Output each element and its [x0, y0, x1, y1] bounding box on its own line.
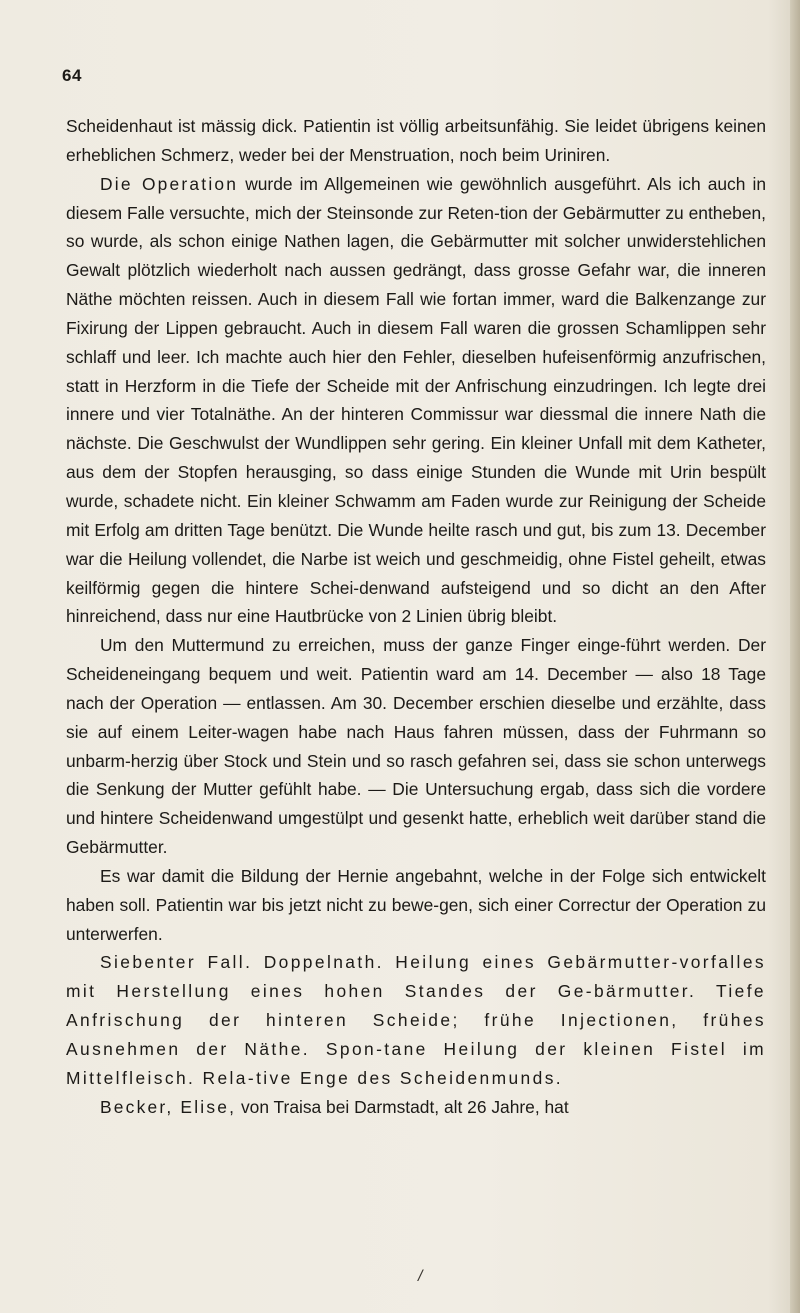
paragraph-4	[66, 862, 766, 949]
paragraph-6	[66, 1093, 766, 1122]
patient-name: Becker, Elise,	[100, 1096, 237, 1117]
body-text	[66, 112, 766, 1122]
case-heading-text: Siebenter Fall. Doppelnath. Heilung eines Gebärmutter-vorfalles mit Herstellung eines hohen Standes der Ge-bärmutter. Tiefe Anfrischung der hinteren Scheide; frühe Injectionen, frühes Ausnehmen der Näthe. Spon-tane Heilung der kleinen Fistel im Mittelfleisch. Rela-tive Enge des Scheidenmunds.	[66, 952, 766, 1088]
paragraph-6-text: von Traisa bei Darmstadt, alt 26 Jahre, hat	[236, 1096, 569, 1117]
paragraph-4-text: Es war damit die Bildung der Hernie angebahnt, welche in der Folge sich entwickelt haben soll. Patientin war bis jetzt nicht zu bewe-gen, sich einer Correctur der Operation zu unterwerfen.	[66, 865, 766, 944]
page-number: 64	[62, 66, 82, 85]
paragraph-1	[66, 112, 766, 170]
stray-mark: /	[418, 1268, 423, 1285]
page-edge	[790, 0, 800, 1313]
case-heading	[66, 948, 766, 1092]
paragraph-1-text: Scheidenhaut ist mässig dick. Patientin ist völlig arbeitsunfähig. Sie leidet übrigens keinen erheblichen Schmerz, weder bei der Menstruation, noch beim Uriniren.	[66, 116, 766, 165]
paragraph-2-text: wurde im Allgemeinen wie gewöhnlich ausgeführt. Als ich auch in diesem Falle versuchte, mich der Steinsonde zur Reten-tion der Gebärmutter zu entheben, so wurde, als schon einige Nathen lagen, die Gebärmutter mit solcher unwiderstehlichen Gewalt plötzlich wiederholt nach aussen gedrängt, dass grosse Gefahr war, die inneren Näthe möchten reissen. Auch in diesem Fall wie fortan immer, ward die Balkenzange zur Fixirung der Lippen gebraucht. Auch in diesem Fall waren die grossen Schamlippen sehr schlaff und leer. Ich machte auch hier den Fehler, dieselben hufeisenförmig anzufrischen, statt in Herzform in die Tiefe der Scheide mit der Anfrischung einzudringen. Ich legte drei innere und vier Totalnäthe. An der hinteren Commissur war diessmal die innere Nath die nächste. Die Geschwulst der Wundlippen sehr gering. Ein kleiner Unfall mit dem Katheter, aus dem der Stopfen herausging, so dass einige Stunden die Wunde mit Urin bespült wurde, schadete nicht. Ein kleiner Schwamm am Faden wurde zur Reinigung der Scheide mit Erfolg am dritten Tage benützt. Die Wunde heilte rasch und gut, bis zum 13. December war die Heilung vollendet, die Narbe ist weich und geschmeidig, ohne Fistel geheilt, etwas keilförmig gegen die hintere Schei-denwand aufsteigend und so dicht an den After hinreichend, dass nur eine Hautbrücke von 2 Linien übrig bleibt.	[66, 173, 767, 627]
paragraph-2	[66, 170, 766, 632]
paragraph-3	[66, 631, 766, 862]
paragraph-2-lead: Die Operation	[100, 173, 239, 194]
paragraph-3-text: Um den Muttermund zu erreichen, muss der ganze Finger einge-führt werden. Der Scheideneingang bequem und weit. Patientin ward am 14. December — also 18 Tage nach der Operation — entlassen. Am 30. December erschien dieselbe und erzählte, dass sie auf einem Leiter-wagen habe nach Haus fahren müssen, dass der Fuhrmann so unbarm-herzig über Stock und Stein und so rasch gefahren sei, dass sie schon unterwegs die Senkung der Mutter gefühlt habe. — Die Untersuchung ergab, dass sich die vordere und hintere Scheidenwand umgestülpt und gesenkt hatte, erheblich weit darüber stand die Gebärmutter.	[66, 635, 766, 858]
